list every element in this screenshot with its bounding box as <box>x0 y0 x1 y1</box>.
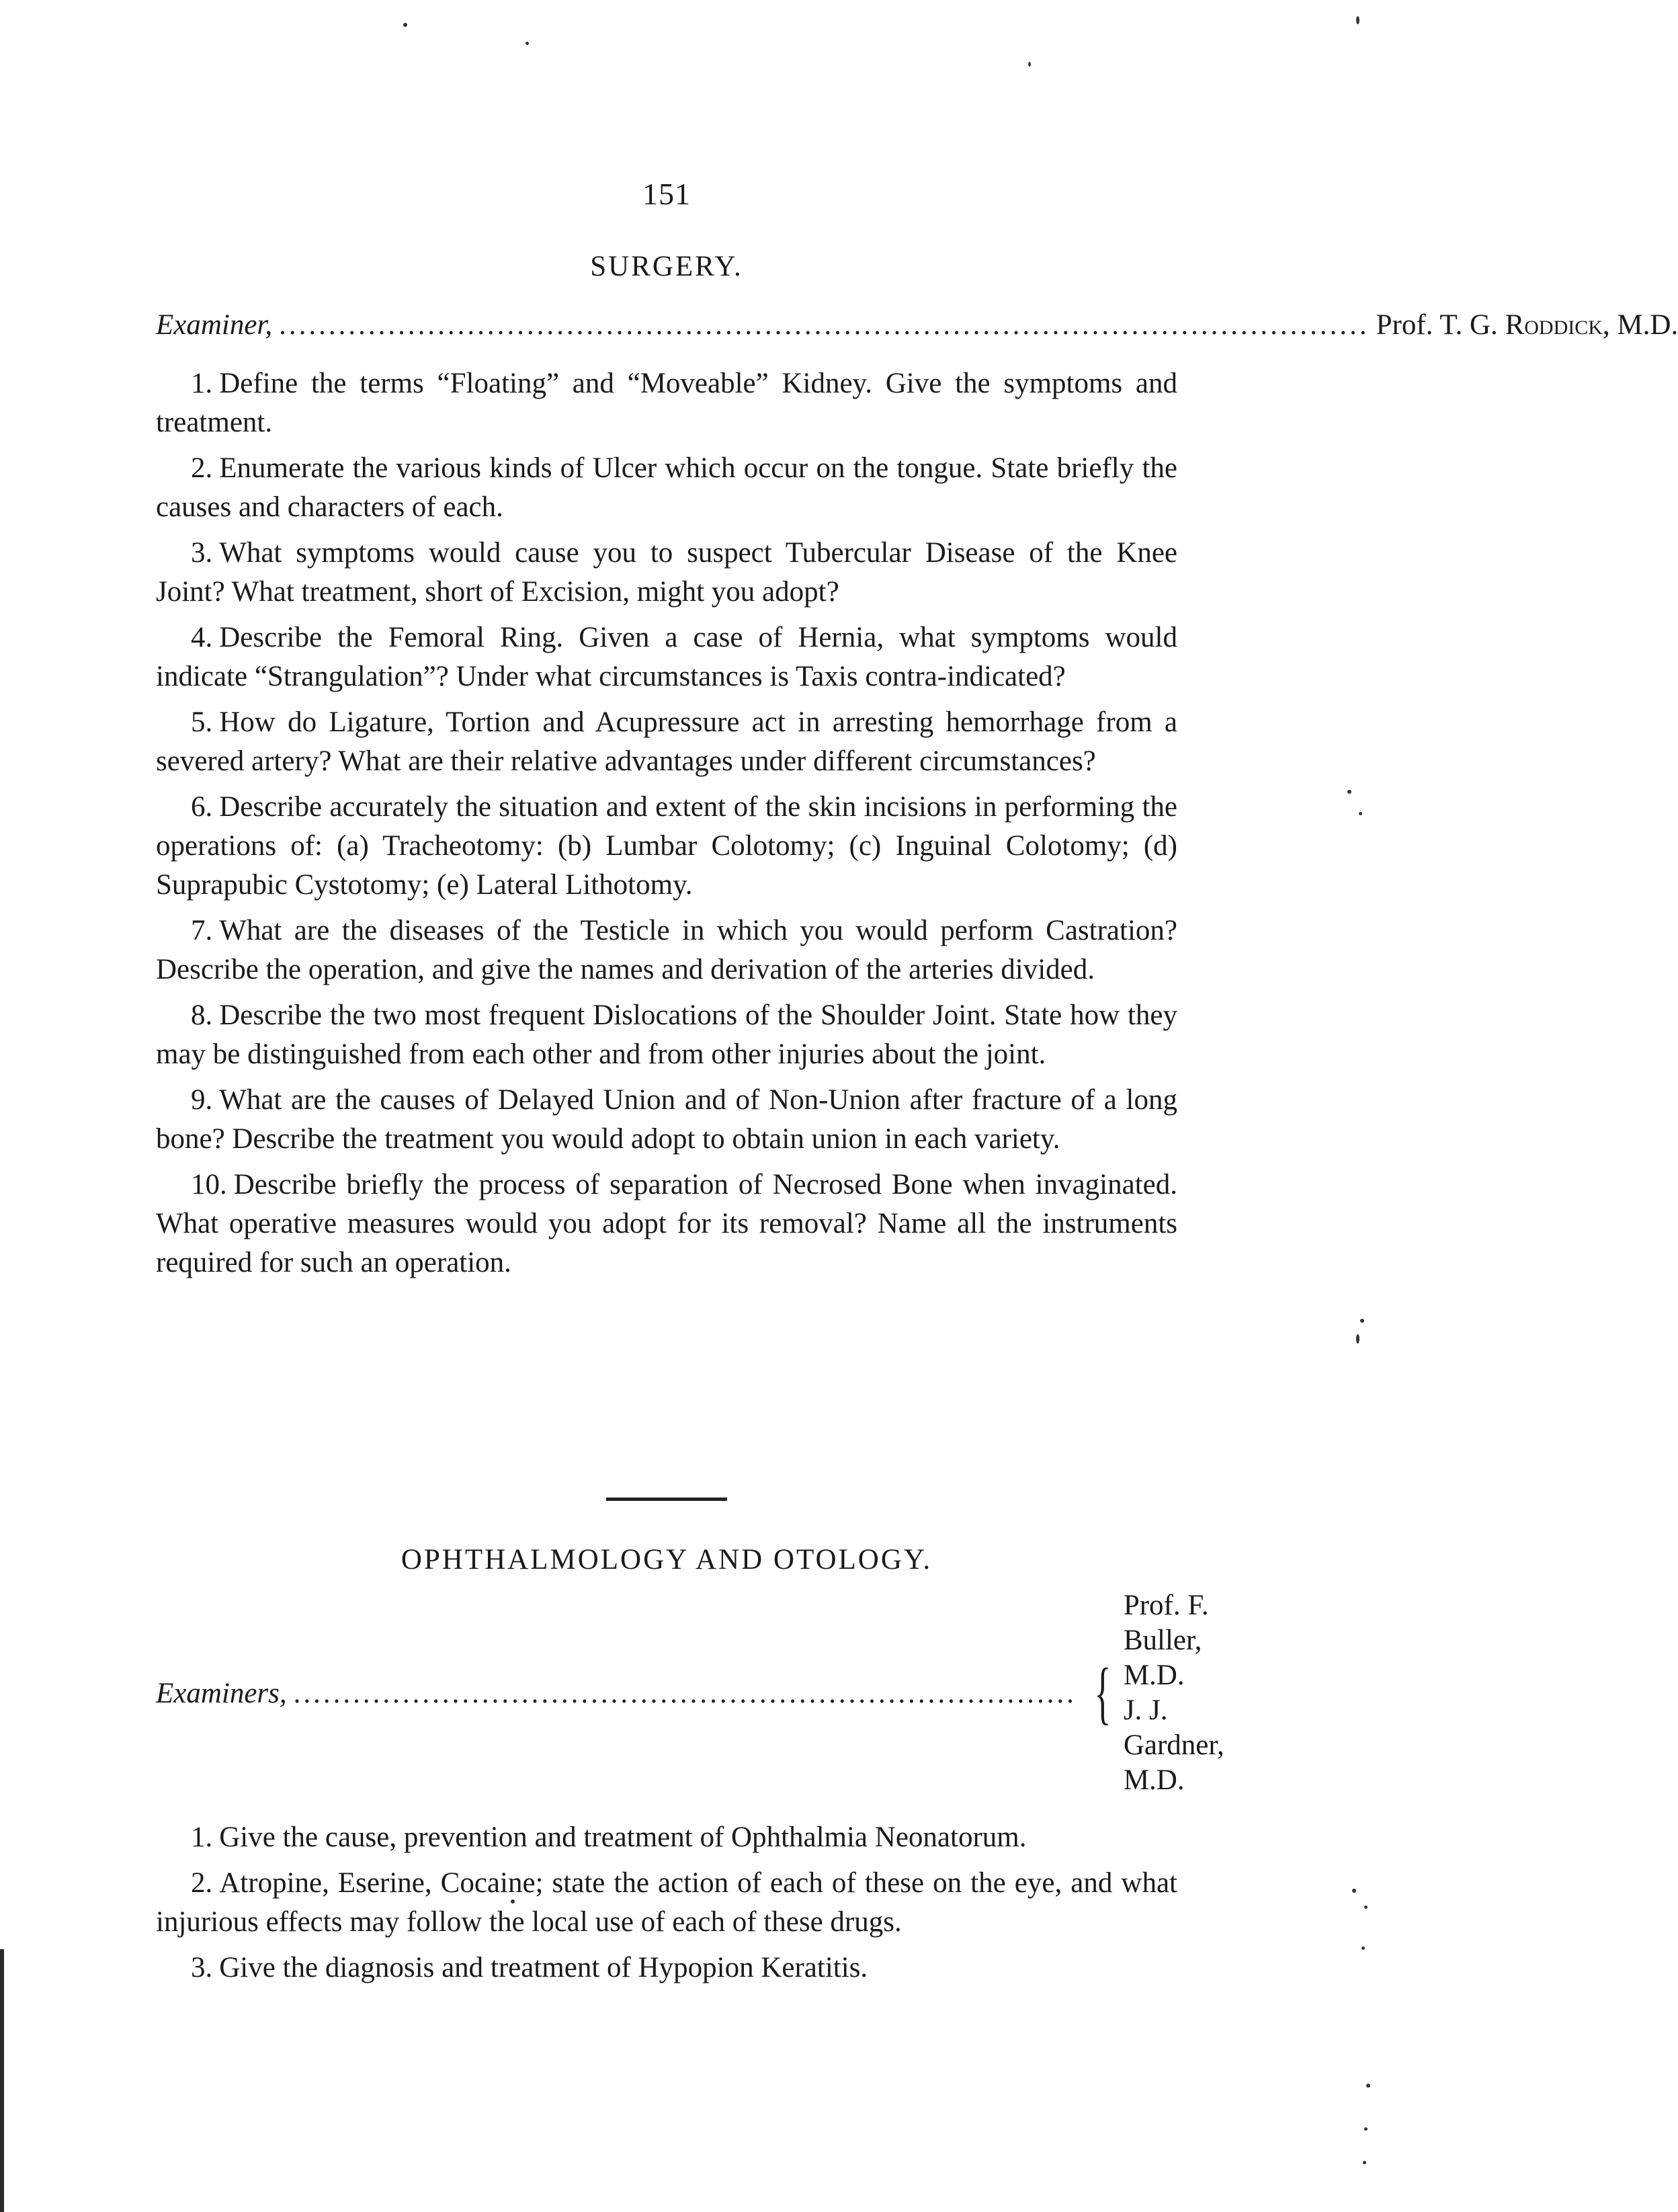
scan-speck <box>1364 2127 1368 2131</box>
question-item <box>156 1818 1177 1857</box>
question-text: What symptoms would cause you to suspect Tubercular Disease of the Knee Joint? What treatment, short of Excision, might you adopt? <box>156 537 1177 608</box>
question-number: 8. <box>191 999 213 1031</box>
question-item <box>156 1864 1177 1942</box>
examiner-name: J. J. Gardner, M.D. <box>1123 1694 1224 1796</box>
question-item <box>156 996 1177 1074</box>
question-number: 6. <box>191 791 213 823</box>
examiner-name <box>1376 309 1678 341</box>
question-item <box>156 788 1177 905</box>
question-text: Give the cause, prevention and treatment of Ophthalmia Neonatorum. <box>219 1821 1027 1853</box>
scan-speck <box>1364 1906 1368 1909</box>
scan-speck <box>1356 1334 1359 1344</box>
question-item <box>156 364 1177 442</box>
scan-edge <box>0 1949 4 2212</box>
question-list <box>156 364 1177 1282</box>
question-text: Describe briefly the process of separation of Necrosed Bone when invaginated. What operative measures would you adopt for its removal? Name all the instruments required for such an operation. <box>156 1169 1177 1278</box>
brace-glyph: { <box>1094 1654 1111 1731</box>
question-item <box>156 449 1177 527</box>
question-number: 5. <box>191 706 213 738</box>
examiner-line <box>156 309 1678 341</box>
question-number: 2. <box>191 1867 213 1899</box>
examiner-name-suffix: , M.D. <box>1602 309 1678 341</box>
question-number: 3. <box>191 1952 213 1983</box>
question-text: Describe the two most frequent Dislocations of the Shoulder Joint. State how they may be distinguished from each other and from other injuries about the joint. <box>156 999 1177 1070</box>
question-text: Atropine, Eserine, Cocaine; state the action of each of these on the eye, and what injurious effects may follow the local use of each of these drugs. <box>156 1867 1177 1938</box>
question-item <box>156 1081 1177 1159</box>
page-number: 151 <box>642 177 691 211</box>
question-item <box>156 534 1177 612</box>
scan-speck <box>1361 1947 1365 1950</box>
scan-speck <box>1360 1319 1364 1323</box>
question-number: 2. <box>191 452 213 484</box>
question-text: Describe the Femoral Ring. Given a case of Hernia, what symptoms would indicate “Strangulation”? Under what circumstances is Taxis contra-indicated? <box>156 622 1177 692</box>
question-text: Describe accurately the situation and extent of the skin incisions in performing the operations of: (a) Tracheotomy: (b) Lumbar Colotomy; (c) Inguinal Colotomy; (d) Suprapubic Cystotomy; (e) Lateral Lithotomy. <box>156 791 1177 901</box>
examiners-line <box>156 1588 1224 1798</box>
scan-speck <box>1352 1889 1356 1893</box>
ophthalmology-section <box>156 1543 1224 1994</box>
examiner-name: Prof. F. Buller, M.D. <box>1123 1590 1209 1691</box>
question-text: Enumerate the various kinds of Ulcer which occur on the tongue. State briefly the causes and characters of each. <box>156 452 1177 523</box>
section-title: SURGERY. <box>590 251 743 282</box>
question-number: 1. <box>191 1821 213 1853</box>
scan-speck <box>1366 2084 1370 2088</box>
leader-dots: .............................................................................................................. <box>279 309 1370 341</box>
scan-speck <box>1356 16 1359 24</box>
examiners-label: Examiners, <box>156 1677 287 1709</box>
question-number: 7. <box>191 915 213 946</box>
question-text: Give the diagnosis and treatment of Hypopion Keratitis. <box>219 1952 868 1983</box>
scan-speck <box>1347 790 1351 794</box>
examiner-names <box>1124 1588 1224 1798</box>
scan-speck <box>1363 2161 1366 2164</box>
question-text: What are the diseases of the Testicle in which you would perform Castration? Describe the operation, and give the names and derivation of the arteries divided. <box>156 915 1177 985</box>
examiner-surname: Roddick <box>1505 309 1603 341</box>
examiner-label: Examiner, <box>156 309 273 341</box>
question-item <box>156 618 1177 696</box>
question-number: 4. <box>191 622 213 653</box>
section-divider <box>606 1498 727 1501</box>
question-text: Define the terms “Floating” and “Moveable” Kidney. Give the symptoms and treatment. <box>156 368 1177 438</box>
examiner-name-prefix: Prof. T. G. <box>1376 309 1505 341</box>
question-number: 3. <box>191 537 213 569</box>
question-number: 10. <box>191 1169 227 1200</box>
question-text: What are the causes of Delayed Union and of Non-Union after fracture of a long bone? Describe the treatment you would adopt to obtain union in each variety. <box>156 1084 1177 1155</box>
question-number: 9. <box>191 1084 213 1116</box>
question-text: How do Ligature, Tortion and Acupressure act in arresting hemorrhage from a severed artery? What are their relative advantages under different circumstances? <box>156 706 1177 777</box>
question-number: 1. <box>191 368 213 399</box>
question-item <box>156 1165 1177 1282</box>
text-column <box>156 0 1678 2212</box>
question-item <box>156 911 1177 989</box>
scan-speck <box>1359 812 1362 815</box>
surgery-section <box>156 250 1678 1289</box>
question-item <box>156 1949 1177 1988</box>
section-title: OPHTHALMOLOGY AND OTOLOGY. <box>401 1544 933 1575</box>
question-item <box>156 703 1177 781</box>
question-list <box>156 1818 1177 1988</box>
leader-dots: ............................................................................... <box>293 1677 1077 1709</box>
